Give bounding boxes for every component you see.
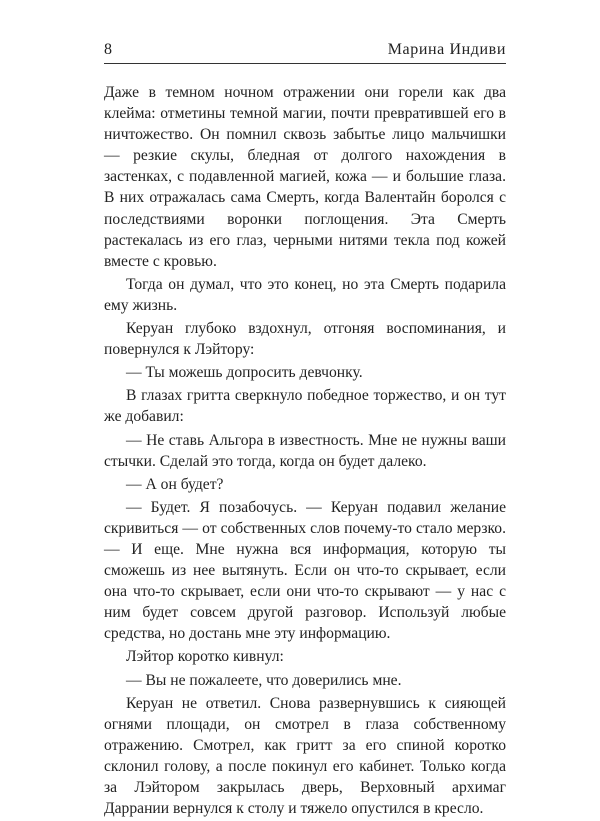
body-text	[104, 82, 506, 821]
paragraph: Лэйтор коротко кивнул:	[126, 648, 284, 666]
page-header	[104, 40, 506, 64]
paragraph: Керуан не ответил. Снова развернувшись к сияющей огнями площади, он смотрел в глаза собственному отражению. Смотрел, как гритт за его спиной коротко склонил голову, а после покинул его кабинет. Только когда за Лэйтором закрылась дверь, Верховный архимаг Даррании вернулся к столу и тяжело опустился в кресло.	[104, 694, 506, 818]
paragraph: Керуан глубоко вздохнул, отгоняя воспоминания, и повернулся к Лэйтору:	[104, 320, 506, 359]
dialogue-line: — А он будет?	[126, 475, 224, 493]
page-number: 8	[104, 41, 112, 58]
running-head-author: Марина Индиви	[387, 41, 506, 58]
paragraph: В глазах гритта сверкнуло победное торжество, и он тут же добавил:	[104, 387, 506, 426]
dialogue-line: — Будет. Я позабочусь. — Керуан подавил желание скривиться — от собственных слов почему-то стало мерзко. — И еще. Мне нужна вся информация, которую ты сможешь из нее вытянуть. Если он что-то скрывает, если она что-то скрывает, если они что-то скрывают — у нас с ним будет совсем другой разговор. Используй любые средства, но достань мне эту информацию.	[104, 498, 506, 643]
dialogue-line: — Не ставь Альгора в известность. Мне не нужны ваши стычки. Сделай это тогда, когда он будет далеко.	[104, 431, 506, 470]
dialogue-line: — Вы не пожалеете, что доверились мне.	[126, 671, 402, 689]
paragraph: Даже в темном ночном отражении они горели как два клейма: отметины темной магии, почти превратившей его в ничтожество. Он помнил сквозь забытье лицо мальчишки — резкие скулы, бледная от долгого нахождения в застенках, с подавленной магией, кожа — и большие глаза. В них отражалась сама Смерть, когда Валентайн боролся с последствиями воронки поглощения. Эта Смерть растекалась из его глаз, черными нитями текла под кожей вместе с кровью.	[104, 84, 506, 270]
dialogue-line: — Ты можешь допросить девчонку.	[126, 364, 363, 382]
paragraph: Тогда он думал, что это конец, но эта Смерть подарила ему жизнь.	[104, 275, 506, 314]
header-rule	[104, 63, 506, 64]
